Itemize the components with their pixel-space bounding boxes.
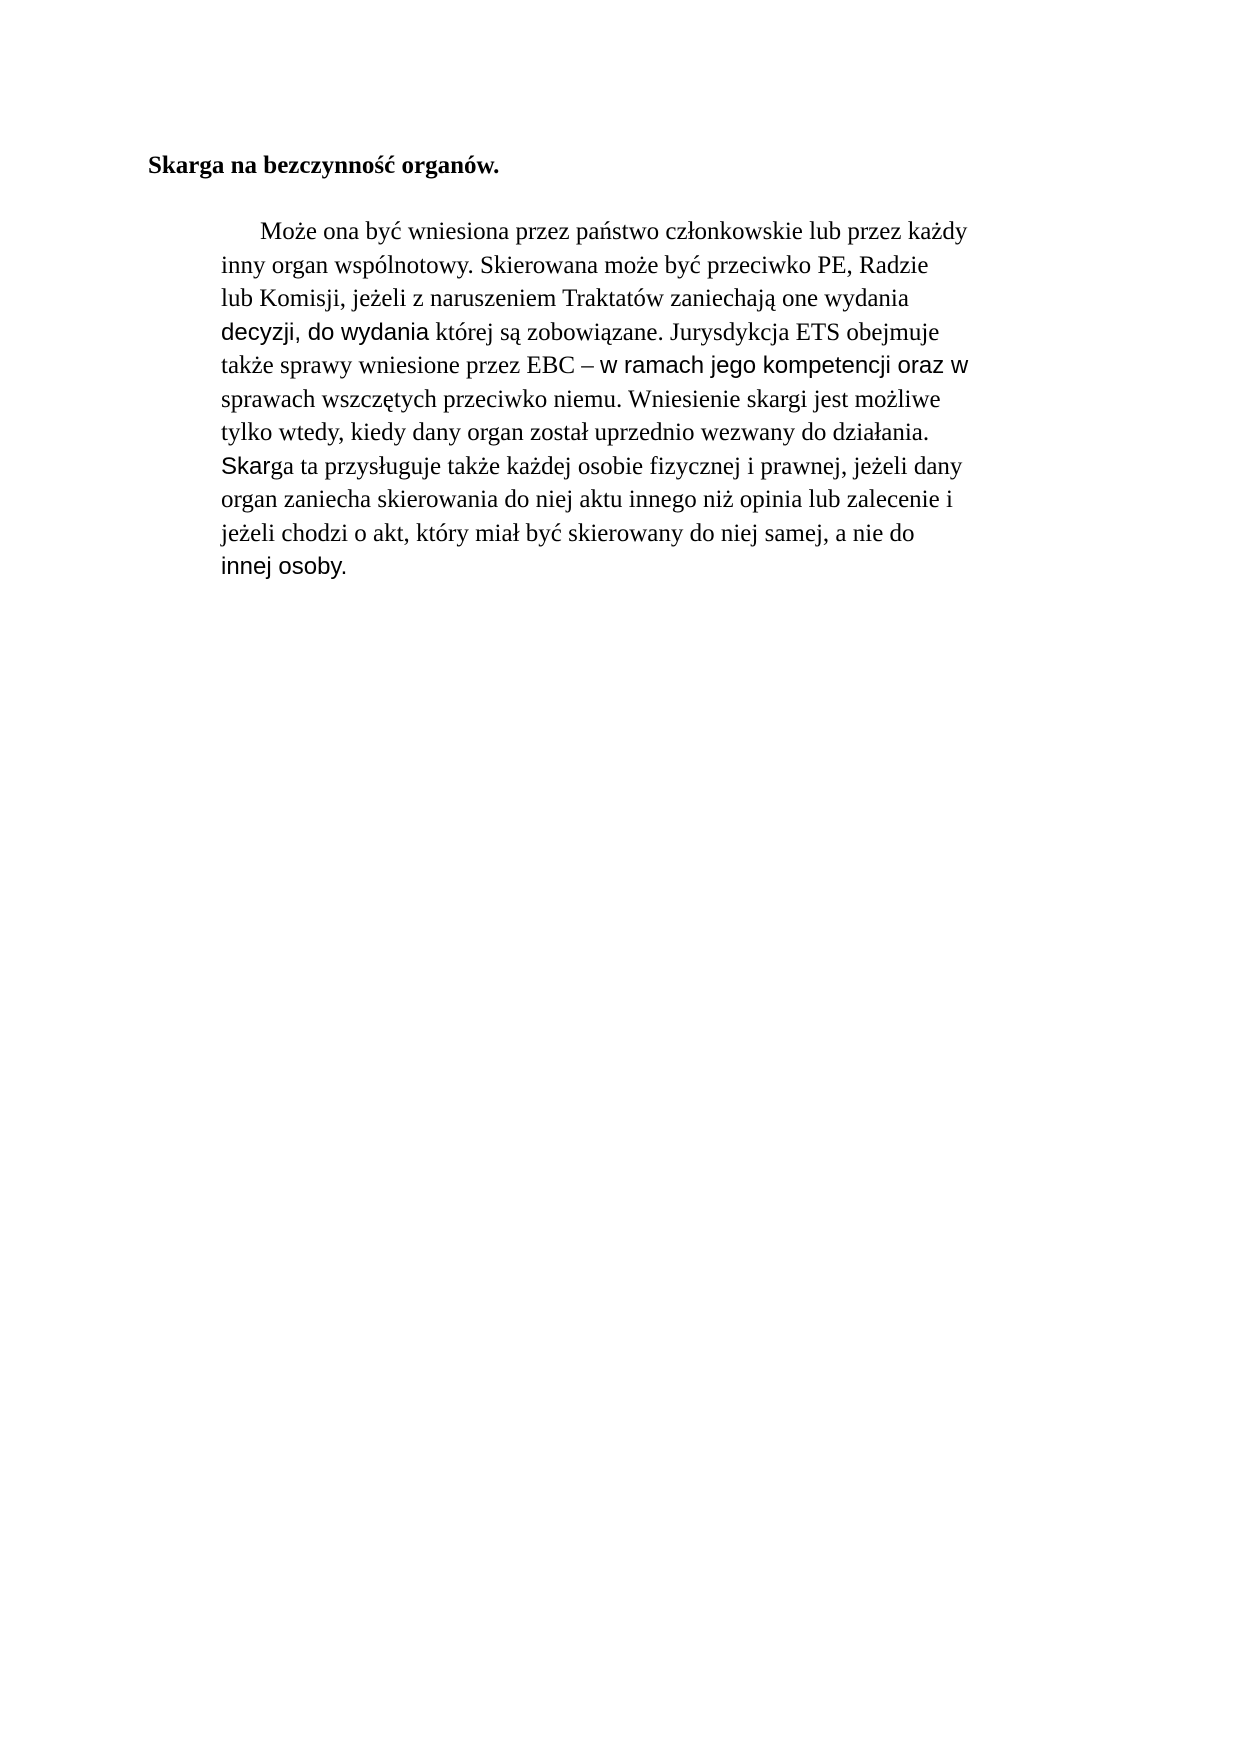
paragraph-line (221, 450, 1101, 484)
paragraph-line: jeżeli chodzi o akt, który miał być skierowany do niej samej, a nie do (221, 519, 915, 547)
paragraph-line: inny organ wspólnotowy. Skierowana może być przeciwko PE, Radzie (221, 251, 929, 279)
paragraph-fragment: ga ta przysługuje także każdej osobie fizycznej i prawnej, jeżeli dany (270, 452, 963, 480)
paragraph-line: Może ona być wniesiona przez państwo członkowskie lub przez każdy (260, 218, 968, 245)
paragraph-fragment: której są zobowiązane. Jurysdykcja ETS obejmuje (429, 318, 940, 346)
paragraph-line: lub Komisji, jeżeli z naruszeniem Traktatów zaniechają one wydania (221, 285, 909, 312)
document-heading: Skarga na bezczynność organów. (148, 152, 500, 179)
paragraph-fragment: także sprawy wniesione przez EBC – (221, 352, 601, 379)
paragraph-line: sprawach wszczętych przeciwko niemu. Wniesienie skargi jest możliwe (221, 385, 941, 413)
paragraph-line: innej osoby. (221, 553, 348, 580)
document-paragraph (221, 215, 1101, 584)
paragraph-line: tylko wtedy, kiedy dany organ został uprzednio wezwany do działania. (221, 419, 930, 446)
paragraph-line (221, 316, 1101, 350)
paragraph-line: organ zaniecha skierowania do niej aktu innego niż opinia lub zalecenie i (221, 486, 953, 513)
paragraph-line (221, 349, 1101, 383)
paragraph-fragment: Skar (221, 452, 271, 480)
paragraph-fragment: decyzji, do wydania (221, 318, 430, 346)
paragraph-fragment: w ramach jego kompetencji oraz w (600, 352, 969, 379)
